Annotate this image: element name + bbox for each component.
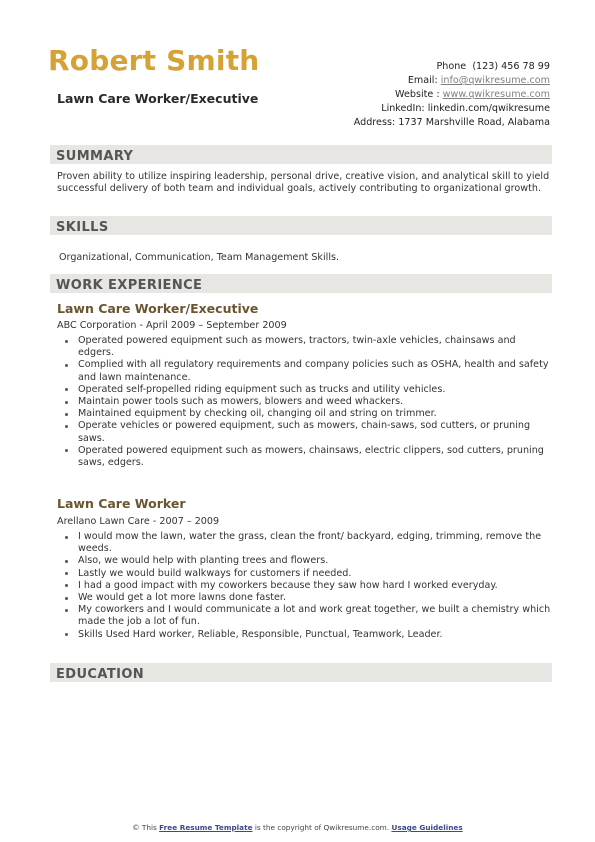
contact-linkedin-row [354, 102, 550, 116]
job-company-2: Arellano Lawn Care - 2007 – 2009 [57, 516, 220, 527]
job-bullets-2 [62, 531, 552, 641]
list-item: Maintained equipment by checking oil, changing oil and string on trimmer. [62, 408, 552, 420]
job-title-2: Lawn Care Worker [57, 496, 186, 511]
summary-heading: SUMMARY [56, 149, 134, 164]
list-item: My coworkers and I would communicate a lot and work great together, we built a chemistry which made the job a lot of fun. [62, 604, 552, 628]
contact-website-row [354, 88, 550, 102]
free-resume-template-link[interactable]: Free Resume Template [159, 823, 253, 832]
list-item: Lastly we would build walkways for customers if needed. [62, 568, 552, 580]
summary-text: Proven ability to utilize inspiring leadership, personal drive, creative vision, and analytical skill to yield successful delivery of both team and individual goals, actively contributing to organizational growth. [57, 171, 550, 194]
phone-label: Phone [436, 61, 467, 72]
list-item: Operated powered equipment such as mowers, chainsaws, electric clippers, sod cutters, pruning saws, edgers. [62, 445, 552, 469]
list-item: Operated self-propelled riding equipment such as trucks and utility vehicles. [62, 384, 552, 396]
email-label: Email: [407, 75, 438, 87]
contact-email-row [354, 74, 550, 88]
phone-value: (123) 456 78 99 [472, 61, 550, 72]
list-item: Complied with all regulatory requirements and company policies such as OSHA, health and safety and lawn maintenance. [62, 359, 552, 383]
list-item: We would get a lot more lawns done faster. [62, 592, 552, 604]
list-item: I would mow the lawn, water the grass, clean the front/ backyard, edging, trimming, remove the weeds. [62, 531, 552, 555]
list-item: Operate vehicles or powered equipment, such as mowers, chain-saws, sod cutters, or pruning saws. [62, 420, 552, 444]
address-value: 1737 Marshville Road, Alabama [398, 117, 550, 129]
website-label: Website : [395, 89, 440, 101]
experience-heading: WORK EXPERIENCE [56, 278, 203, 293]
experience-section-header [50, 274, 552, 293]
contact-block [354, 60, 550, 130]
linkedin-label: LinkedIn: [381, 103, 425, 115]
candidate-title: Lawn Care Worker/Executive [57, 91, 259, 106]
candidate-name: Robert Smith [48, 44, 260, 77]
list-item: Maintain power tools such as mowers, blowers and weed whackers. [62, 396, 552, 408]
website-link[interactable]: www.qwikresume.com [442, 89, 550, 101]
list-item: I had a good impact with my coworkers because they saw how hard I worked everyday. [62, 580, 552, 592]
footer-prefix: © This [132, 823, 157, 832]
list-item: Operated powered equipment such as mowers, tractors, twin-axle vehicles, chainsaws and edgers. [62, 335, 552, 359]
skills-section-header [50, 216, 552, 235]
contact-address-row [354, 116, 550, 130]
address-label: Address: [353, 117, 396, 129]
footer-copyright-text: is the copyright of Qwikresume.com. [254, 823, 390, 832]
education-section-header [50, 663, 552, 682]
job-bullets-1 [62, 335, 552, 469]
list-item: Also, we would help with planting trees and flowers. [62, 555, 552, 567]
summary-section-header [50, 145, 552, 164]
list-item: Skills Used Hard worker, Reliable, Responsible, Punctual, Teamwork, Leader. [62, 629, 552, 641]
education-heading: EDUCATION [56, 667, 145, 682]
skills-text: Organizational, Communication, Team Management Skills. [59, 252, 340, 263]
email-link[interactable]: info@qwikresume.com [440, 75, 550, 87]
footer [0, 823, 595, 832]
job-title-1: Lawn Care Worker/Executive [57, 301, 259, 316]
contact-phone-row [354, 60, 550, 74]
usage-guidelines-link[interactable]: Usage Guidelines [391, 823, 463, 832]
job-company-1: ABC Corporation - April 2009 – September 2009 [57, 320, 287, 331]
skills-heading: SKILLS [56, 220, 109, 235]
linkedin-value: linkedin.com/qwikresume [427, 103, 550, 115]
